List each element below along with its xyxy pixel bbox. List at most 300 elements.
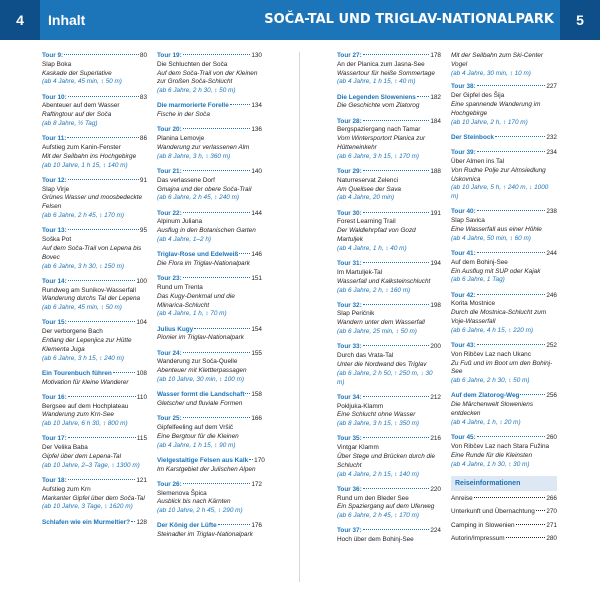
section-heading <box>157 391 262 400</box>
tour-name: Die Schluchten der Soča <box>157 60 228 68</box>
tour-details: (ab 6 Jahre, 45 min, ↕ 50 m) <box>42 304 122 312</box>
dot-leader <box>516 524 546 525</box>
toc-section[interactable] <box>451 392 557 427</box>
tour-name: Pokljuka-Klamm <box>337 402 384 410</box>
page-number-left: 4 <box>0 0 40 40</box>
tour-details: (ab 4 Jahre, 1 h, ↕ 20 m) <box>451 418 521 426</box>
toc-section[interactable] <box>157 522 262 540</box>
tour-description: Motivation für kleine Wanderer <box>42 378 129 386</box>
tour-name: Auf dem Bohinj-See <box>451 258 508 266</box>
tour-number: Tour 36: <box>337 485 362 493</box>
toc-section[interactable] <box>42 519 147 528</box>
reise-title: Reiseinformationen <box>451 476 557 491</box>
tour-description: Pionier im Triglav-Nationalpark <box>157 334 244 342</box>
tour-number: Tour 37: <box>337 527 362 535</box>
toc-section[interactable] <box>157 391 262 409</box>
tour-description: Von Rudne Polje zur Almsiedlung Uskovnica <box>451 166 546 183</box>
dot-leader <box>183 54 251 55</box>
page-ref: 256 <box>546 392 557 400</box>
tour-number: Tour 35: <box>337 435 362 443</box>
page-ref: 191 <box>430 209 441 217</box>
tour-description: Steinadler im Triglav-Nationalpark <box>157 531 253 539</box>
tour-description: Gletscher und fluviale Formen <box>157 400 243 407</box>
dot-leader <box>474 497 546 498</box>
tour-description: Über Stege und Brücken durch die Schlucht <box>337 452 436 469</box>
tour-details: (ab 6 Jahre, 2 h, ↕ 160 m) <box>337 286 411 294</box>
tour-details: (ab 4 Jahre, 20 min) <box>337 194 395 202</box>
tour-details: (ab 4 Jahre, 1 h 15, ↕ 40 m) <box>337 78 416 86</box>
tour-name: Slap Virje <box>42 185 70 193</box>
dot-leader <box>218 524 251 525</box>
section-label: Der König der Lüfte <box>157 522 217 530</box>
page-ref: 188 <box>430 168 441 175</box>
tour-description: Gipfel über dem Lepena-Tal <box>42 452 121 460</box>
tour-heading <box>337 302 441 311</box>
dot-leader <box>363 437 430 438</box>
dot-leader <box>477 85 546 86</box>
dot-leader <box>131 521 135 522</box>
tour-name: Durch das Vrata-Tal <box>337 352 394 360</box>
page-ref: 146 <box>251 251 262 259</box>
toc-column-3 <box>337 52 441 551</box>
toc-entry[interactable] <box>157 126 262 161</box>
tour-description: Wandern unter dem Wasserfall <box>337 319 425 327</box>
page-ref: 83 <box>139 93 147 101</box>
tour-number: Tour 12: <box>42 176 67 184</box>
tour-name: An der Planica zum Jasna-See <box>337 60 425 68</box>
dot-leader <box>477 344 546 345</box>
section-label: Auf dem Zlatorog-Weg <box>451 392 520 400</box>
tour-heading <box>451 250 557 259</box>
dot-leader <box>183 170 251 171</box>
toc-entry[interactable] <box>451 292 557 336</box>
tour-number: Tour 40: <box>451 208 476 216</box>
tour-heading <box>337 394 441 403</box>
dot-leader <box>230 104 251 105</box>
tour-description: Wanderung zum Krn-See <box>42 411 114 419</box>
reise-label: Anreise <box>451 494 473 502</box>
toc-section[interactable] <box>157 251 262 269</box>
page-ref: 144 <box>251 209 262 217</box>
tour-name: Naturreservat Zelenci <box>337 176 399 184</box>
dot-leader <box>68 321 136 322</box>
tour-heading <box>337 118 441 127</box>
tour-heading <box>157 126 262 135</box>
tour-number: Tour 24: <box>157 349 182 357</box>
toc-entry[interactable] <box>337 394 441 429</box>
page-ref: 108 <box>136 369 147 377</box>
tour-name: Rund um den Bleder See <box>337 494 409 502</box>
tour-number: Tour 20: <box>157 126 182 134</box>
tour-heading <box>42 177 147 186</box>
tour-description: Vom Wintersportort Planica zur Hütteneinkehr <box>337 135 426 152</box>
dot-leader <box>68 229 139 230</box>
tour-name: Slap Savica <box>451 217 485 225</box>
section-label: Vielgestaltige Felsen aus Kalk <box>157 456 249 464</box>
toc-entry[interactable] <box>451 208 557 243</box>
section-heading <box>157 522 262 531</box>
page-ref: 270 <box>546 508 557 516</box>
dot-leader <box>477 294 546 295</box>
tour-details: (ab 6 Jahre, 2 h 45, ↕ 240 m) <box>157 194 240 202</box>
tour-description: Das Kugy-Denkmal und die Mlinarica-Schlucht <box>157 292 235 309</box>
section-heading <box>157 251 262 260</box>
tour-number: Tour 16: <box>42 393 67 401</box>
toc-entry[interactable] <box>451 342 557 386</box>
tour-details: (ab 6 Jahre, 2 h 45, ↕ 170 m) <box>42 212 125 220</box>
tour-heading <box>42 135 147 144</box>
section-label: Die Legenden Sloweniens <box>337 93 416 101</box>
tour-number: Tour 38: <box>451 83 476 91</box>
dot-leader <box>183 128 251 129</box>
toc-entry[interactable] <box>337 302 441 337</box>
tour-heading <box>42 94 147 103</box>
tour-number: Tour 32: <box>337 301 362 309</box>
tour-heading <box>451 434 557 443</box>
tour-description: Raftingtour auf der Soča <box>42 111 112 119</box>
tour-name: Slap Boka <box>42 60 72 68</box>
page-ref: 104 <box>136 319 147 327</box>
tour-number: Tour 9: <box>42 52 64 59</box>
tour-number: Tour 22: <box>157 209 182 217</box>
tour-heading <box>451 342 557 351</box>
reise-item[interactable] <box>451 495 557 504</box>
tour-description: Wasserfall und Kalksteinschlucht <box>337 277 431 285</box>
toc-entry[interactable] <box>42 319 147 363</box>
toc-entry[interactable] <box>42 94 147 129</box>
toc-entry[interactable] <box>42 477 147 512</box>
tour-heading <box>157 415 262 424</box>
page-ref: 178 <box>430 52 441 59</box>
tour-description: Eine Schlucht ohne Wasser <box>337 411 416 419</box>
tour-name: Korita Mostnice <box>451 300 496 308</box>
page-ref: 115 <box>136 435 147 443</box>
dot-leader <box>363 529 430 530</box>
tour-description: Unter die Nordwand des Triglav <box>337 360 427 368</box>
tour-details: (ab 4 Jahre, 45 min, ↕ 50 m) <box>42 78 122 86</box>
reise-item[interactable] <box>451 535 557 544</box>
tour-number: Tour 26: <box>157 480 182 488</box>
tour-number: Tour 43: <box>451 341 476 349</box>
tour-heading <box>451 149 557 158</box>
tour-description: Fische in der Soča <box>157 111 210 119</box>
tour-name: Abenteuer auf dem Wasser <box>42 102 120 110</box>
dot-leader <box>183 417 251 418</box>
tour-number: Tour 28: <box>337 117 362 125</box>
tour-name: Hoch über dem Bohinj-See <box>337 536 414 544</box>
dot-leader <box>363 488 430 489</box>
dot-leader <box>68 437 136 438</box>
page-ref: 252 <box>546 341 557 349</box>
reise-item[interactable] <box>451 522 557 531</box>
tour-details: (ab 8 Jahre, 3 h, ↕ 360 m) <box>157 152 231 160</box>
page-ref: 154 <box>251 325 262 333</box>
tour-number: Tour 11: <box>42 135 67 143</box>
dot-leader <box>64 54 139 55</box>
dot-leader <box>183 212 251 213</box>
tour-heading <box>42 227 147 236</box>
tour-heading <box>157 210 262 219</box>
tour-details: (ab 6 Jahre, 2 h 45, ↕ 170 m) <box>337 512 420 520</box>
tour-description: Auf dem Soča-Trail von Lepena bis Bovec <box>42 244 142 261</box>
tour-details: (ab 6 Jahre, 2 h 50, ↑ 250 m, ↓ 30 m) <box>337 369 433 386</box>
tour-heading <box>337 260 441 269</box>
tour-description: Gmajna und der obere Soča-Trail <box>157 185 252 193</box>
toc-entry[interactable] <box>157 275 262 319</box>
dot-leader <box>417 96 429 97</box>
page-ref: 266 <box>546 494 557 502</box>
toc-column-2 <box>157 52 265 546</box>
page-ref: 95 <box>139 227 147 235</box>
tour-heading <box>42 435 147 444</box>
tour-name: Rundweg am Sunikov-Wasserfall <box>42 286 136 294</box>
tour-name: Der Gipfel des Šija <box>451 92 505 100</box>
dot-leader <box>363 170 430 171</box>
page-ref: 172 <box>251 480 262 488</box>
tour-description: Wassertour für heiße Sommertage <box>337 69 435 77</box>
tour-name: Aufstieg zum Kanin-Fenster <box>42 144 121 152</box>
reise-label: Autorin/Impressum <box>451 535 505 543</box>
page-ref: 271 <box>546 521 557 529</box>
reise-list <box>451 495 557 545</box>
tour-details: (ab 4 Jahre, 1 h, ↕ 70 m) <box>157 310 227 318</box>
dot-leader <box>477 210 546 211</box>
page-ref: 260 <box>546 434 557 442</box>
tour-name: Slap Peričnik <box>337 310 375 318</box>
page-ref: 121 <box>136 476 147 484</box>
page-ref: 166 <box>251 415 262 423</box>
tour-number: Tour 42: <box>451 291 476 299</box>
tour-details: (ab 6 Jahre, 3 h 30, ↕ 150 m) <box>42 262 125 270</box>
toc-entry[interactable] <box>337 527 441 545</box>
tour-description: Auf dem Soča-Trail von der Kleinen zur Großen Soča-Schlucht <box>157 69 258 86</box>
section-label: Ein Tourenbuch führen <box>42 369 112 377</box>
page-ref: 184 <box>430 117 441 125</box>
tour-name: Von Ribčev Laz nach Ukanc <box>451 350 531 358</box>
tour-details: (ab 6 Jahre, 1 Tag) <box>451 276 505 284</box>
section-heading <box>451 134 557 143</box>
tour-number: Tour 21: <box>157 168 182 175</box>
tour-description: Die Flora im Triglav-Nationalpark <box>157 260 250 268</box>
tour-heading <box>337 486 441 495</box>
page-ref: 91 <box>139 176 147 184</box>
tour-name: Slemenova Špica <box>157 489 207 497</box>
tour-description: Eine Runde für die Kleinsten <box>451 451 533 459</box>
toc-entry[interactable] <box>337 168 441 203</box>
tour-name: Über Almen ins Tal <box>451 157 505 165</box>
tour-name: Bergspaziergang nach Tamar <box>337 126 421 134</box>
section-label: Triglav-Rose und Edelweiß <box>157 251 239 259</box>
toc-entry[interactable] <box>157 415 262 450</box>
tour-heading <box>157 52 262 61</box>
tour-number: Tour 45: <box>451 434 476 442</box>
tour-description: Der Waldlehrpfad von Gozd Martuljek <box>337 227 416 244</box>
dot-leader <box>477 151 546 152</box>
tour-name: Bergsee auf dem Hochplateau <box>42 402 129 410</box>
page-ref: 151 <box>251 275 262 283</box>
tour-details: (ab 4 Jahre, 2 h 15, ↕ 140 m) <box>337 470 420 478</box>
tour-number: Tour 27: <box>337 52 362 59</box>
tour-number: Tour 34: <box>337 393 362 401</box>
page-ref: 280 <box>546 535 557 543</box>
tour-name: Vintgar Klamm <box>337 444 379 452</box>
toc-entry[interactable] <box>157 52 262 96</box>
toc-entry[interactable] <box>42 394 147 429</box>
tour-description: Grünes Wasser und moosbedeckte Felsen <box>42 194 143 211</box>
section-heading <box>42 519 147 528</box>
tour-description: Ausflug in den Botanischen Garten <box>157 227 256 235</box>
tour-description: Ausblick bis nach Kärnten <box>157 498 231 506</box>
page-ref: 155 <box>251 349 262 357</box>
tour-details: (ab 4 Jahre, 50 min, ↕ 60 m) <box>451 234 531 242</box>
dot-leader <box>68 479 136 480</box>
toc-entry[interactable] <box>42 435 147 470</box>
tour-number: Tour 15: <box>42 319 67 327</box>
toc-entry[interactable] <box>337 52 441 87</box>
dot-leader <box>245 393 250 394</box>
dot-leader <box>68 396 136 397</box>
toc-entry[interactable] <box>42 177 147 221</box>
toc-entry[interactable] <box>157 210 262 245</box>
tour-heading <box>42 394 147 403</box>
tour-description: Die Geschichte vom Zlatorog <box>337 102 420 110</box>
page-ref: 158 <box>251 391 262 399</box>
tour-name: Soška Pot <box>42 236 72 244</box>
page-ref: 170 <box>254 456 265 464</box>
toc-column-4-entries <box>451 52 557 469</box>
tour-name: Gipfelfeeling auf dem Vršič <box>157 423 234 431</box>
page-ref: 246 <box>546 291 557 299</box>
tour-number: Tour 13: <box>42 227 67 235</box>
tour-number: Tour 10: <box>42 93 67 101</box>
dot-leader <box>363 345 430 346</box>
page-ref: 198 <box>430 301 441 309</box>
toc-section[interactable] <box>451 134 557 143</box>
tour-description: Ein Spaziergang auf dem Uferweg <box>337 503 435 511</box>
dot-leader <box>495 136 545 137</box>
toc-entry[interactable] <box>451 83 557 127</box>
toc-entry[interactable] <box>337 486 441 521</box>
page-ref: 176 <box>251 522 262 530</box>
tour-heading <box>157 168 262 177</box>
dot-leader <box>183 352 251 353</box>
tour-number: Tour 30: <box>337 209 362 217</box>
toc-section[interactable] <box>157 456 265 475</box>
tour-details: (ab 6 Jahre, 3 h 15, ↕ 170 m) <box>337 152 420 160</box>
dot-leader <box>506 537 546 538</box>
book-title: SOČA-TAL UND TRIGLAV-NATIONALPARK <box>264 12 554 27</box>
toc-entry[interactable] <box>337 435 441 479</box>
dot-leader <box>68 280 136 281</box>
table-of-contents <box>0 52 600 600</box>
toc-entry[interactable] <box>451 250 557 285</box>
tour-name: Der Velika Baba <box>42 444 88 452</box>
tour-heading <box>337 343 441 352</box>
toc-section[interactable] <box>337 94 441 112</box>
tour-name: Im Martuljek-Tal <box>337 268 383 276</box>
tour-description: Mit der Seilbahn ins Hochgebirge <box>42 152 137 160</box>
section-label: Wasser formt die Landschaft <box>157 391 245 399</box>
tour-details: (ab 6 Jahre, 25 min, ↕ 50 m) <box>337 328 417 336</box>
dot-leader <box>183 483 251 484</box>
section-heading <box>157 326 262 335</box>
dot-leader <box>239 253 250 254</box>
dot-leader <box>67 137 139 138</box>
toc-column-1 <box>42 52 147 534</box>
dot-leader <box>477 436 546 437</box>
dot-leader <box>363 396 430 397</box>
dot-leader <box>249 459 253 460</box>
toc-entry[interactable] <box>451 434 557 469</box>
reise-label: Unterkunft und Übernachtung <box>451 508 535 516</box>
toc-entry[interactable] <box>337 260 441 295</box>
page-ref: 128 <box>136 518 147 526</box>
tour-name: Forest Learning Trail <box>337 218 396 226</box>
toc-entry[interactable] <box>42 52 147 87</box>
toc-entry[interactable] <box>337 343 441 387</box>
toc-entry[interactable] <box>451 52 557 78</box>
dot-leader <box>363 212 430 213</box>
tour-heading <box>42 477 147 486</box>
dot-leader <box>363 304 430 305</box>
tour-number: Tour 33: <box>337 343 362 351</box>
toc-entry[interactable] <box>157 481 262 516</box>
tour-heading <box>157 275 262 284</box>
toc-section[interactable] <box>157 326 262 344</box>
toc-entry[interactable] <box>337 210 441 254</box>
page-ref: 100 <box>136 277 147 285</box>
tour-heading <box>42 278 147 287</box>
page-ref: 134 <box>251 102 262 110</box>
toc-entry[interactable] <box>42 135 147 170</box>
tour-description: Im Karstgebiet der Julischen Alpen <box>157 465 256 473</box>
toc-entry[interactable] <box>42 278 147 313</box>
section-label: Der Steinbock <box>451 133 494 141</box>
page-ref: 224 <box>430 527 441 535</box>
toc-entry[interactable] <box>42 227 147 271</box>
toc-entry[interactable] <box>157 350 262 385</box>
page-ref: 140 <box>251 168 262 175</box>
tour-name: Aufstieg zum Krn <box>42 485 91 493</box>
toc-entry[interactable] <box>157 168 262 203</box>
tour-details: (ab 8 Jahre, 3 h 15, ↕ 350 m) <box>337 420 420 428</box>
tour-name: Der verborgene Bach <box>42 328 103 336</box>
dot-leader <box>536 510 545 511</box>
dot-leader <box>183 277 251 278</box>
dot-leader <box>113 372 136 373</box>
page-ref: 244 <box>546 249 557 257</box>
tour-heading <box>337 168 441 177</box>
tour-description: Mit der Seilbahn zum Ski-Center Vogel <box>451 52 543 68</box>
reise-item[interactable] <box>451 508 557 517</box>
section-title: Inhalt <box>48 12 86 28</box>
section-heading <box>157 456 265 466</box>
tour-heading <box>337 52 441 61</box>
tour-heading <box>451 292 557 301</box>
page-ref: 232 <box>546 133 557 141</box>
tour-name: Rund um Trenta <box>157 284 203 291</box>
tour-details: (ab 4 Jahre, 1 h, ↕ 40 m) <box>337 244 407 252</box>
toc-entry[interactable] <box>337 118 441 162</box>
tour-number: Tour 41: <box>451 249 476 257</box>
toc-column-4 <box>451 52 557 549</box>
toc-entry[interactable] <box>451 149 557 202</box>
toc-section[interactable] <box>42 370 147 388</box>
page-ref: 136 <box>251 126 262 134</box>
reise-box <box>451 476 557 545</box>
page-ref: 238 <box>546 208 557 216</box>
toc-section[interactable] <box>157 102 262 120</box>
